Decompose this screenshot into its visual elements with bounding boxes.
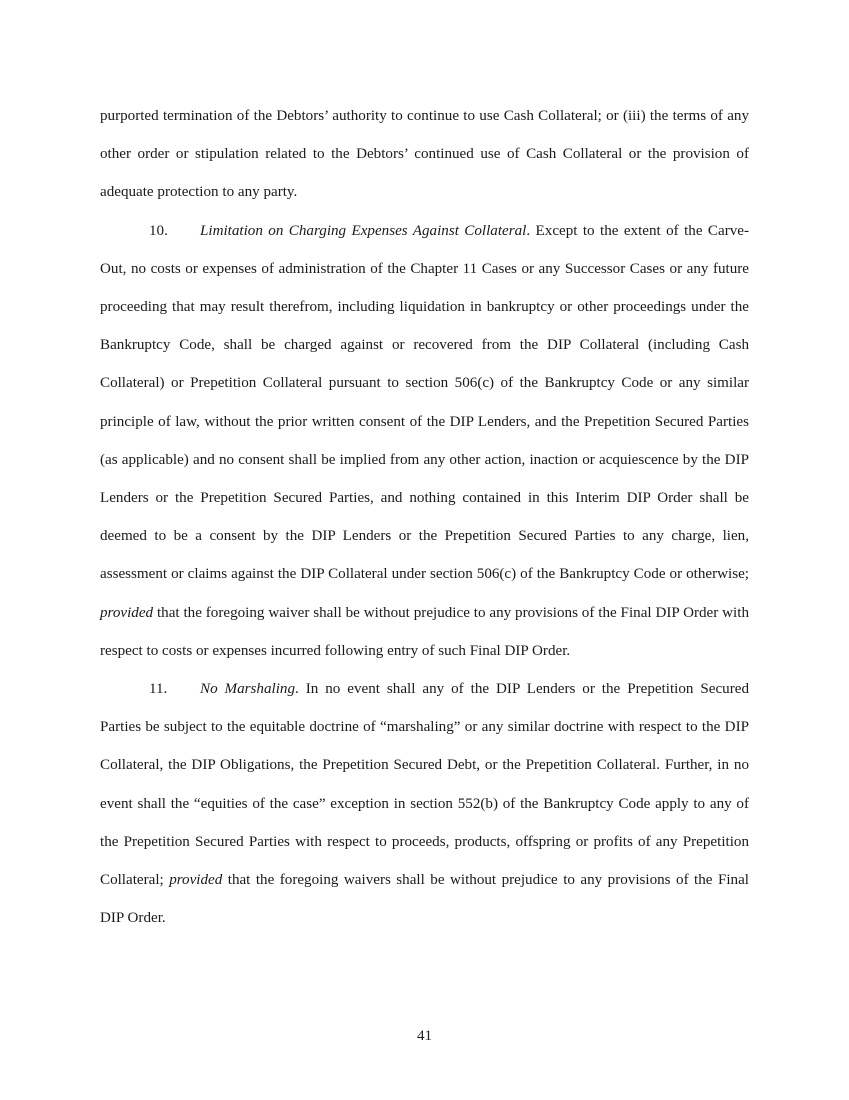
paragraph-11-provided: provided [169, 872, 223, 889]
paragraph-11-number: 11. [149, 681, 168, 698]
paragraph-11 [100, 670, 749, 937]
paragraph-10-provided: provided [100, 604, 154, 621]
paragraph-10-heading-punct: . [526, 222, 531, 239]
paragraph-continuation [100, 97, 749, 212]
paragraph-10 [100, 212, 749, 670]
paragraph-11-heading: No Marshaling [200, 681, 296, 698]
paragraph-continuation-text: purported termination of the Debtors’ authority to continue to use Cash Collateral; or (iii) the terms of any other order or stipulation related to the Debtors’ continued use of Cash Collateral or the provision of adequate protection to any party. [100, 108, 749, 201]
paragraph-10-heading: Limitation on Charging Expenses Against Collateral [200, 222, 527, 239]
paragraph-11-body-1: In no event shall any of the DIP Lenders or the Prepetition Secured Parties be subject to the equitable doctrine of “marshaling” or any similar doctrine with respect to the DIP Collateral, the DIP Obligations, the Prepetition Secured Debt, or the Prepetition Collateral. Further, in no event shall the “equities of the case” exception in section 552(b) of the Bankruptcy Code apply to any of the Prepetition Secured Parties with respect to proceeds, products, offspring or profits of any Prepetition Collateral; [100, 681, 749, 889]
paragraph-11-body-2: that the foregoing waivers shall be without prejudice to any provisions of the Final DIP Order. [100, 872, 749, 927]
paragraph-11-heading-punct: . [295, 681, 299, 698]
page-number: 41 [416, 1028, 433, 1044]
paragraph-10-number: 10. [149, 222, 168, 239]
paragraph-10-body-1: Except to the extent of the Carve-Out, no costs or expenses of administration of the Chapter 11 Cases or any Successor Cases or any future proceeding that may result therefrom, including liquidation in bankruptcy or other proceedings under the Bankruptcy Code, shall be charged against or recovered from the DIP Collateral (including Cash Collateral) or Prepetition Collateral pursuant to section 506(c) of the Bankruptcy Code or any similar principle of law, without the prior written consent of the DIP Lenders, and the Prepetition Secured Parties (as applicable) and no consent shall be implied from any other action, inaction or acquiescence by the DIP Lenders or the Prepetition Secured Parties, and nothing contained in this Interim DIP Order shall be deemed to be a consent by the DIP Lenders or the Prepetition Secured Parties to any charge, lien, assessment or claims against the DIP Collateral under section 506(c) of the Bankruptcy Code or otherwise; [100, 222, 749, 583]
document-body [100, 97, 749, 937]
paragraph-10-body-2: that the foregoing waiver shall be without prejudice to any provisions of the Final DIP Order with respect to costs or expenses incurred following entry of such Final DIP Order. [100, 604, 749, 659]
